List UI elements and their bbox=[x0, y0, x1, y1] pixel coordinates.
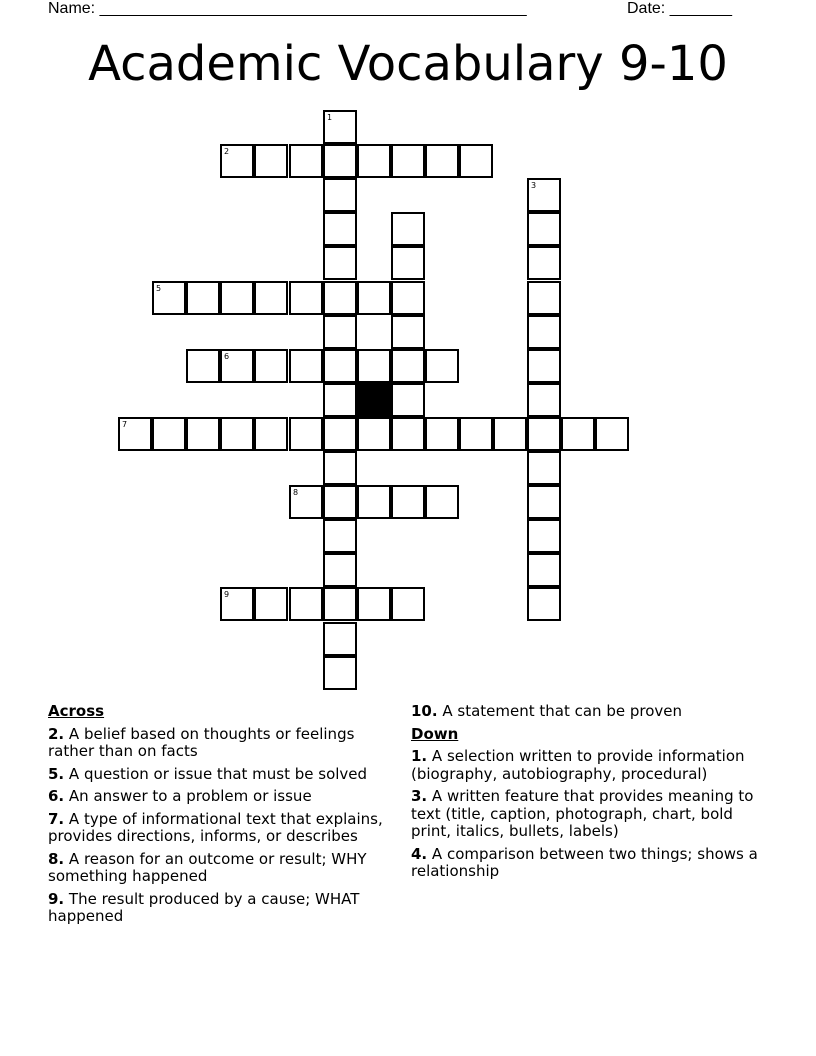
grid-cell[interactable] bbox=[186, 281, 220, 315]
grid-cell[interactable] bbox=[289, 144, 323, 178]
clue-number: 6 bbox=[224, 352, 230, 361]
grid-cell[interactable] bbox=[118, 417, 152, 451]
grid-cell[interactable] bbox=[323, 212, 357, 246]
grid-cell[interactable] bbox=[289, 485, 323, 519]
grid-cell[interactable] bbox=[391, 587, 425, 621]
date-label: Date: bbox=[627, 0, 670, 17]
clue-item-text: A written feature that provides meaning to text (title, caption, photograph, chart, bold print, italics, bullets, labels) bbox=[411, 787, 754, 840]
grid-cell[interactable] bbox=[391, 485, 425, 519]
grid-cell[interactable] bbox=[357, 144, 391, 178]
clue-item-text: A selection written to provide information (biography, autobiography, procedural) bbox=[411, 747, 745, 783]
grid-cell[interactable] bbox=[391, 246, 425, 280]
grid-cell[interactable] bbox=[289, 417, 323, 451]
grid-cell-black bbox=[357, 383, 391, 417]
across-clue-list-continued bbox=[411, 703, 773, 721]
page-title: Academic Vocabulary 9-10 bbox=[88, 36, 728, 92]
clue-item-text: A comparison between two things; shows a relationship bbox=[411, 844, 758, 880]
grid-cell[interactable] bbox=[323, 485, 357, 519]
clue-number: 1 bbox=[327, 113, 333, 122]
grid-cell[interactable] bbox=[323, 451, 357, 485]
grid-cell[interactable] bbox=[323, 553, 357, 587]
grid-cell[interactable] bbox=[323, 417, 357, 451]
grid-cell[interactable] bbox=[527, 417, 561, 451]
clue-number: 2 bbox=[224, 147, 230, 156]
name-field[interactable] bbox=[48, 0, 527, 18]
clue-item bbox=[411, 846, 773, 881]
grid-cell[interactable] bbox=[323, 519, 357, 553]
grid-cell[interactable] bbox=[323, 178, 357, 212]
clue-item-number: 5. bbox=[48, 764, 65, 783]
date-line[interactable]: _______ bbox=[669, 0, 732, 17]
grid-cell[interactable] bbox=[289, 349, 323, 383]
clue-item-number: 3. bbox=[411, 787, 428, 805]
grid-cell[interactable] bbox=[527, 383, 561, 417]
grid-cell[interactable] bbox=[220, 281, 254, 315]
grid-cell[interactable] bbox=[323, 349, 357, 383]
clue-item-number: 2. bbox=[48, 724, 65, 743]
grid-cell[interactable] bbox=[323, 622, 357, 656]
grid-cell[interactable] bbox=[323, 656, 357, 690]
grid-cell[interactable] bbox=[357, 281, 391, 315]
clue-number: 8 bbox=[293, 488, 299, 497]
clue-item-number: 4. bbox=[411, 844, 428, 863]
clue-item-number: 10. bbox=[411, 702, 438, 720]
grid-cell[interactable] bbox=[289, 281, 323, 315]
clue-item bbox=[48, 788, 398, 806]
down-heading: Down bbox=[411, 724, 459, 743]
grid-cell[interactable] bbox=[527, 587, 561, 621]
grid-cell[interactable] bbox=[595, 417, 629, 451]
grid-cell[interactable] bbox=[220, 587, 254, 621]
grid-cell[interactable] bbox=[254, 417, 288, 451]
grid-cell[interactable] bbox=[357, 485, 391, 519]
clue-item bbox=[411, 703, 773, 721]
grid-cell[interactable] bbox=[493, 417, 527, 451]
clue-item-text: A reason for an outcome or result; WHY something happened bbox=[48, 849, 367, 885]
clue-number: 5 bbox=[156, 284, 162, 293]
date-field[interactable] bbox=[627, 0, 732, 18]
grid-cell[interactable] bbox=[391, 417, 425, 451]
grid-cell[interactable] bbox=[425, 144, 459, 178]
clue-item-text: An answer to a problem or issue bbox=[68, 787, 312, 805]
grid-cell[interactable] bbox=[527, 349, 561, 383]
clue-item bbox=[48, 891, 398, 926]
clue-number: 9 bbox=[224, 590, 230, 599]
grid-cell[interactable] bbox=[425, 485, 459, 519]
grid-cell[interactable] bbox=[254, 349, 288, 383]
grid-cell[interactable] bbox=[527, 451, 561, 485]
grid-cell[interactable] bbox=[220, 417, 254, 451]
grid-cell[interactable] bbox=[254, 144, 288, 178]
clues-right-column bbox=[411, 703, 773, 886]
grid-cell[interactable] bbox=[186, 417, 220, 451]
grid-cell[interactable] bbox=[425, 349, 459, 383]
name-line[interactable]: ________________________________________________ bbox=[99, 0, 527, 17]
grid-cell[interactable] bbox=[425, 417, 459, 451]
grid-cell[interactable] bbox=[323, 383, 357, 417]
clue-item-number: 1. bbox=[411, 747, 428, 765]
grid-cell[interactable] bbox=[357, 587, 391, 621]
clue-item bbox=[48, 766, 398, 784]
grid-cell[interactable] bbox=[152, 281, 186, 315]
grid-cell[interactable] bbox=[527, 178, 561, 212]
grid-cell[interactable] bbox=[254, 587, 288, 621]
clue-item-number: 8. bbox=[48, 849, 65, 868]
grid-cell[interactable] bbox=[391, 144, 425, 178]
clue-item-number: 7. bbox=[48, 809, 65, 828]
clue-item bbox=[48, 811, 398, 846]
grid-cell[interactable] bbox=[459, 144, 493, 178]
grid-cell[interactable] bbox=[357, 349, 391, 383]
grid-cell[interactable] bbox=[391, 315, 425, 349]
clue-item bbox=[48, 851, 398, 886]
grid-cell[interactable] bbox=[254, 281, 288, 315]
grid-cell[interactable] bbox=[391, 349, 425, 383]
grid-cell[interactable] bbox=[459, 417, 493, 451]
clue-item-text: The result produced by a cause; WHAT happened bbox=[48, 889, 360, 925]
clue-item bbox=[411, 788, 773, 841]
grid-cell[interactable] bbox=[323, 315, 357, 349]
clue-item-number: 9. bbox=[48, 889, 65, 908]
across-heading: Across bbox=[48, 702, 105, 720]
grid-cell[interactable] bbox=[323, 587, 357, 621]
clue-item-text: A statement that can be proven bbox=[442, 702, 682, 720]
across-clue-list bbox=[48, 726, 398, 926]
down-clue-list bbox=[411, 748, 773, 881]
clue-number: 3 bbox=[531, 181, 537, 190]
grid-cell[interactable] bbox=[152, 417, 186, 451]
grid-cell[interactable] bbox=[220, 144, 254, 178]
grid-cell[interactable] bbox=[527, 281, 561, 315]
clue-item bbox=[411, 748, 773, 783]
grid-cell[interactable] bbox=[527, 315, 561, 349]
clue-item-number: 6. bbox=[48, 787, 65, 805]
grid-cell[interactable] bbox=[527, 553, 561, 587]
grid-cell[interactable] bbox=[357, 417, 391, 451]
grid-cell[interactable] bbox=[186, 349, 220, 383]
grid-cell[interactable] bbox=[323, 281, 357, 315]
clue-item-text: A type of informational text that explains, provides directions, informs, or describes bbox=[48, 809, 383, 845]
clue-number: 7 bbox=[122, 420, 128, 429]
clue-item-text: A belief based on thoughts or feelings rather than on facts bbox=[48, 724, 355, 760]
grid-cell[interactable] bbox=[391, 383, 425, 417]
grid-cell[interactable] bbox=[323, 110, 357, 144]
grid-cell[interactable] bbox=[561, 417, 595, 451]
grid-cell[interactable] bbox=[391, 281, 425, 315]
grid-cell[interactable] bbox=[323, 246, 357, 280]
grid-cell[interactable] bbox=[527, 485, 561, 519]
grid-cell[interactable] bbox=[527, 246, 561, 280]
name-label: Name: bbox=[48, 0, 100, 17]
grid-cell[interactable] bbox=[323, 144, 357, 178]
clue-item bbox=[48, 726, 398, 761]
grid-cell[interactable] bbox=[289, 587, 323, 621]
grid-cell[interactable] bbox=[527, 519, 561, 553]
clue-item-text: A question or issue that must be solved bbox=[68, 764, 368, 783]
grid-cell[interactable] bbox=[527, 212, 561, 246]
clues-left-column bbox=[48, 703, 398, 931]
grid-cell[interactable] bbox=[220, 349, 254, 383]
grid-cell[interactable] bbox=[391, 212, 425, 246]
